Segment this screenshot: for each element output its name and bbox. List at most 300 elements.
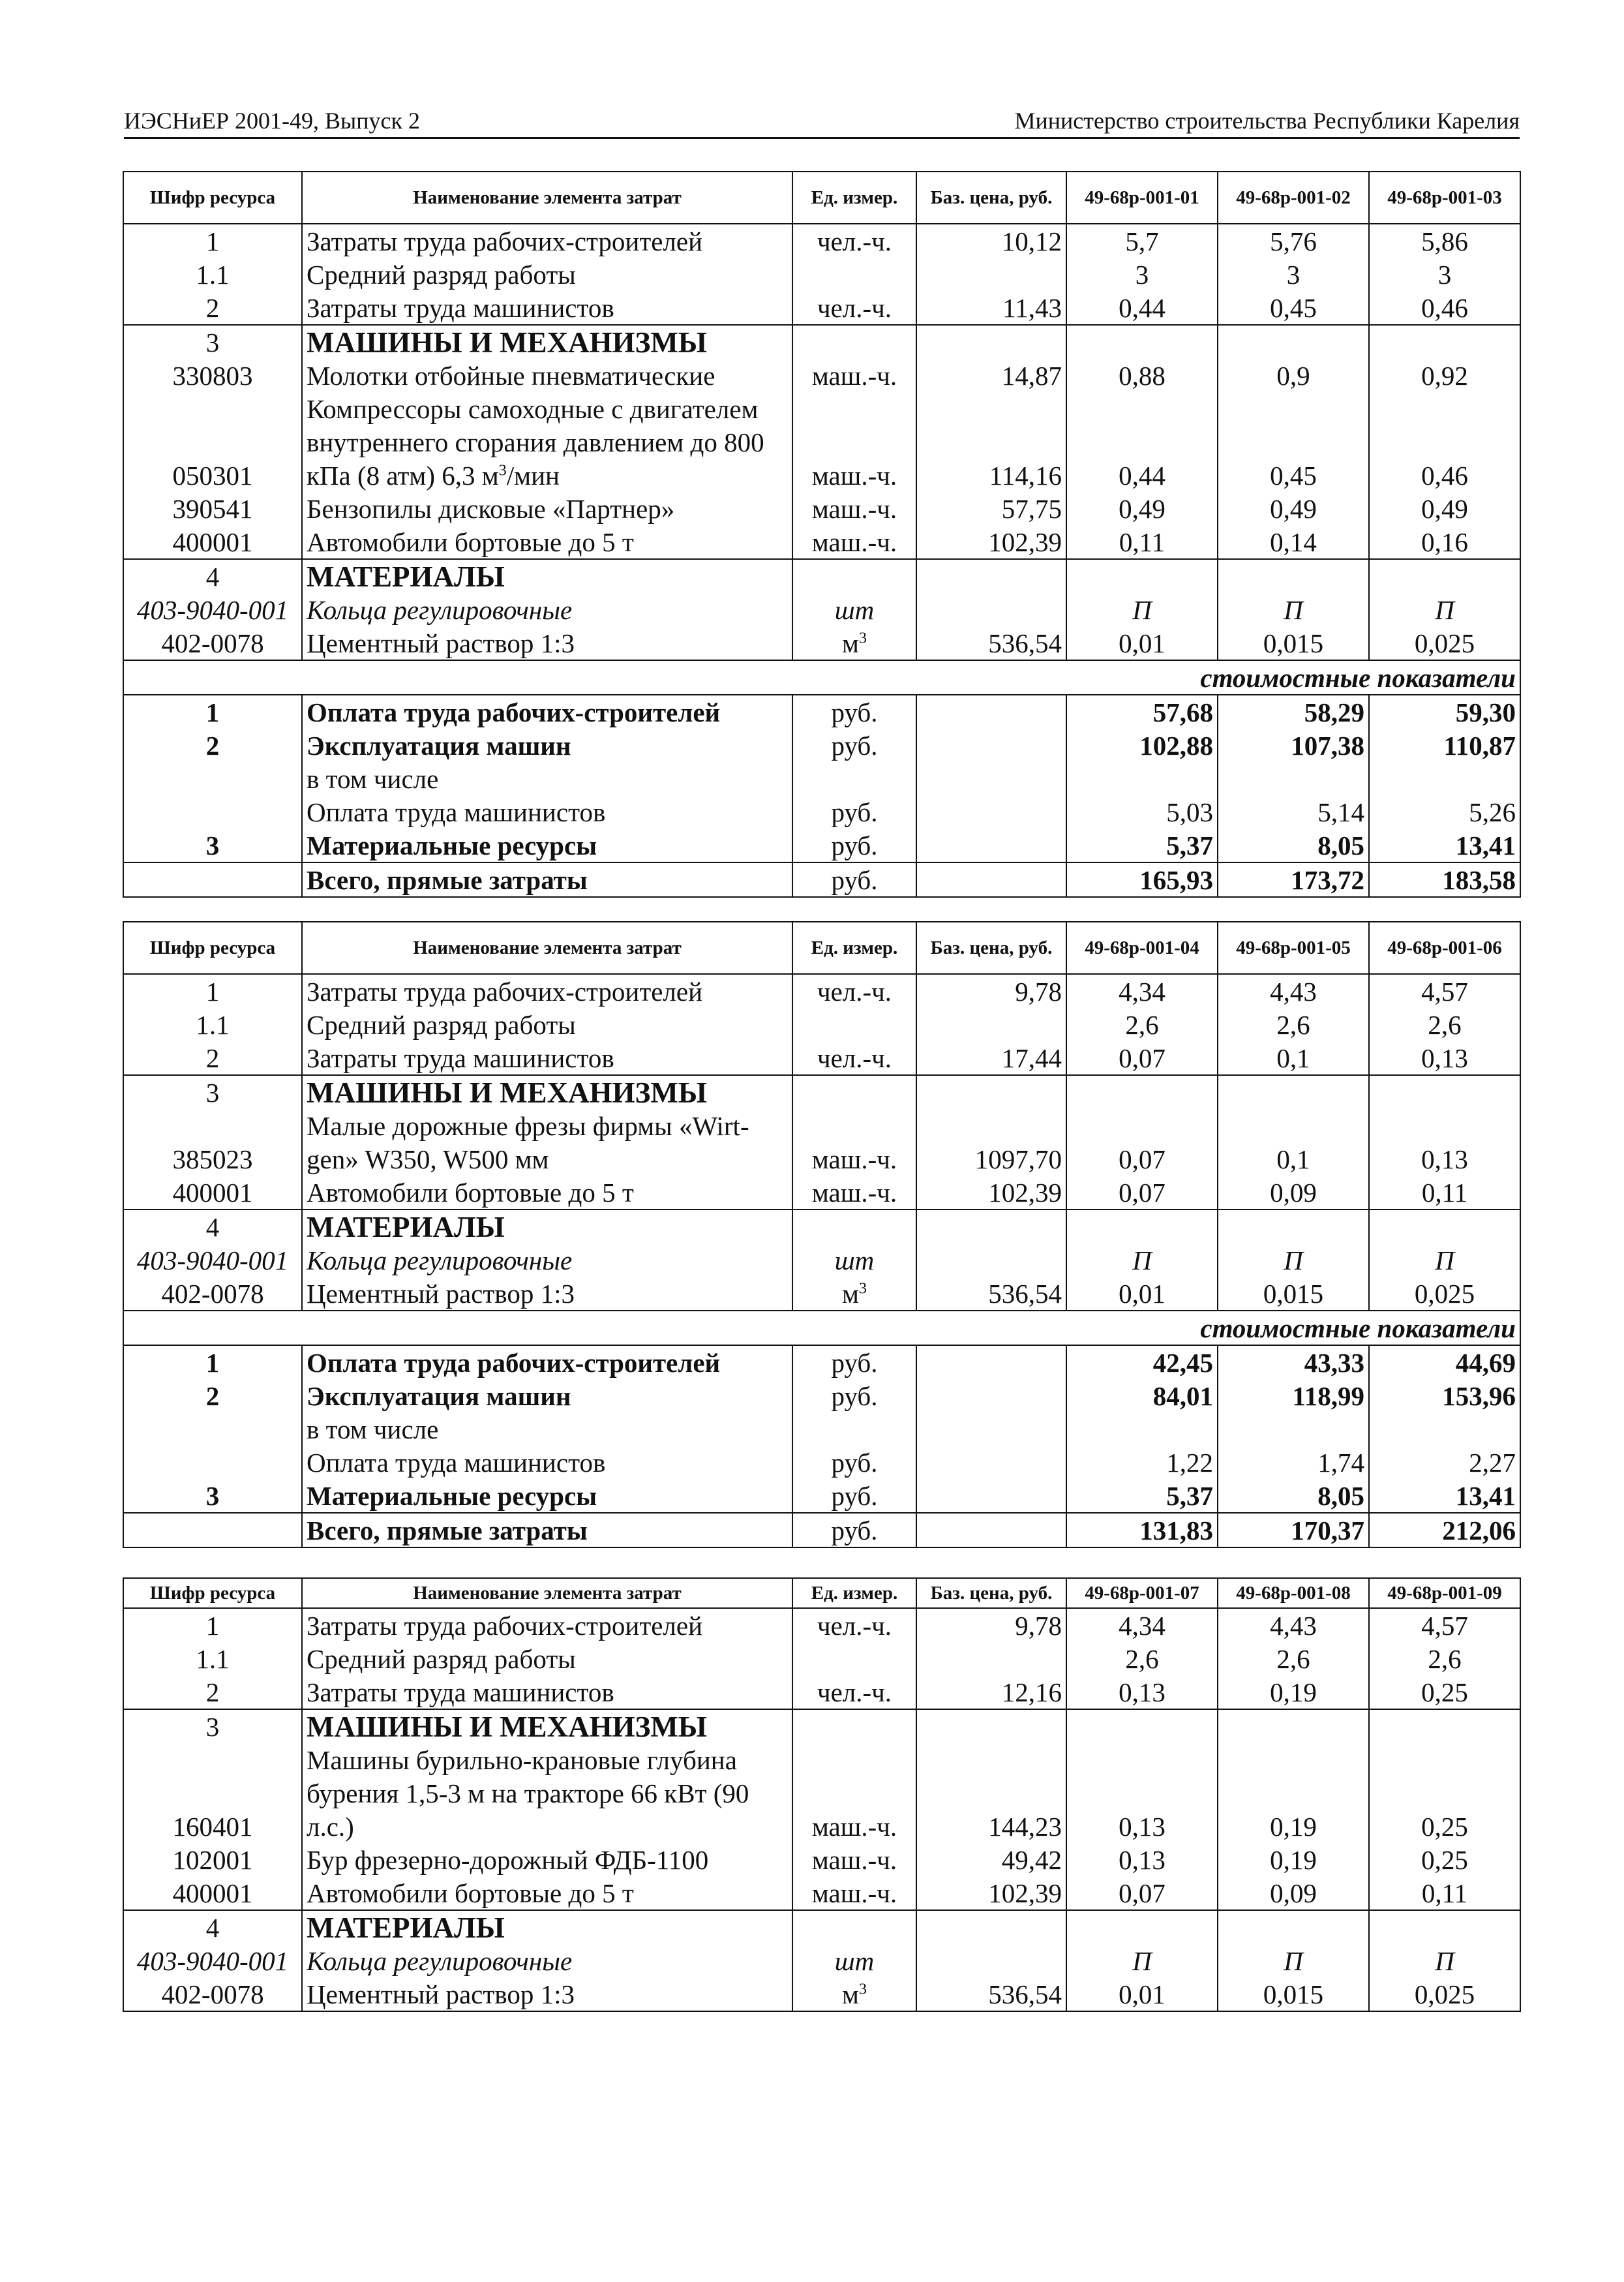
row-value-3: 0,25 bbox=[1369, 1843, 1520, 1876]
section-title: МАШИНЫ И МЕХАНИЗМЫ bbox=[302, 1075, 792, 1109]
row-price bbox=[916, 1944, 1066, 1977]
resource-table-1 bbox=[123, 171, 1521, 898]
row-value-3: 0,46 bbox=[1369, 291, 1520, 325]
row-value-2: 0,19 bbox=[1218, 1675, 1369, 1709]
cost-unit: руб. bbox=[792, 1479, 916, 1513]
row-code: 402-0078 bbox=[123, 1977, 302, 2011]
row-value-1: П bbox=[1066, 1944, 1218, 1977]
row-name: Затраты труда машинистов bbox=[302, 1675, 792, 1709]
cost-value-2: 107,38 bbox=[1218, 729, 1369, 762]
section-title: МАТЕРИАЛЫ bbox=[302, 1910, 792, 1944]
section-row bbox=[123, 325, 1520, 359]
cost-name: Оплата труда рабочих-строителей bbox=[302, 695, 792, 729]
row-value-3: 0,92 bbox=[1369, 359, 1520, 392]
row-value-2: 0,015 bbox=[1218, 1977, 1369, 2011]
header-price: Баз. цена, руб. bbox=[916, 172, 1066, 224]
row-code: 390541 bbox=[123, 492, 302, 525]
header-col-3: 49-68р-001-06 bbox=[1369, 922, 1520, 974]
cost-name: Материальные ресурсы bbox=[302, 1479, 792, 1513]
row-unit bbox=[792, 1642, 916, 1675]
row-unit: чел.-ч. bbox=[792, 291, 916, 325]
row-code: 400001 bbox=[123, 1876, 302, 1910]
header-name: Наименование элемента затрат bbox=[302, 922, 792, 974]
row-value-1: 0,44 bbox=[1066, 459, 1218, 492]
row-value-1: 0,44 bbox=[1066, 291, 1218, 325]
table-row bbox=[123, 392, 1520, 425]
cost-unit: руб. bbox=[792, 795, 916, 829]
row-code: 330803 bbox=[123, 359, 302, 392]
row-value-3: 0,025 bbox=[1369, 1277, 1520, 1311]
cost-code: 2 bbox=[123, 1379, 302, 1412]
row-name: Кольца регулировочные bbox=[302, 1243, 792, 1277]
row-code: 1.1 bbox=[123, 258, 302, 291]
total-value-2: 170,37 bbox=[1218, 1513, 1369, 1547]
total-name: Всего, прямые затраты bbox=[302, 862, 792, 897]
cost-value-3: 44,69 bbox=[1369, 1345, 1520, 1379]
row-value-2: 2,6 bbox=[1218, 1008, 1369, 1041]
row-code: 1.1 bbox=[123, 1642, 302, 1675]
cost-value-3: 2,27 bbox=[1369, 1446, 1520, 1479]
row-code: 403-9040-001 bbox=[123, 1243, 302, 1277]
row-value-3: 4,57 bbox=[1369, 974, 1520, 1008]
row-value-1: 0,13 bbox=[1066, 1843, 1218, 1876]
table-row bbox=[123, 1944, 1520, 1977]
table-row bbox=[123, 1977, 1520, 2011]
row-value-2: 3 bbox=[1218, 258, 1369, 291]
row-value-1: П bbox=[1066, 1243, 1218, 1277]
table-row bbox=[123, 525, 1520, 559]
total-row bbox=[123, 862, 1520, 897]
header-code: Шифр ресурса bbox=[123, 1578, 302, 1608]
cost-section-header bbox=[123, 660, 1520, 695]
row-price: 536,54 bbox=[916, 1977, 1066, 2011]
row-value-1: 2,6 bbox=[1066, 1642, 1218, 1675]
row-price: 57,75 bbox=[916, 492, 1066, 525]
cost-row bbox=[123, 829, 1520, 862]
row-value-2: 0,09 bbox=[1218, 1176, 1369, 1209]
row-unit: $м^3$ bbox=[792, 1977, 916, 2011]
row-value-3: 0,49 bbox=[1369, 492, 1520, 525]
header-col-2: 49-68р-001-05 bbox=[1218, 922, 1369, 974]
cost-row bbox=[123, 1379, 1520, 1412]
row-price: 114,16 bbox=[916, 459, 1066, 492]
section-code: 3 bbox=[123, 1075, 302, 1109]
row-value-1: 0,07 bbox=[1066, 1876, 1218, 1910]
row-unit: шт bbox=[792, 1243, 916, 1277]
table-header bbox=[123, 172, 1520, 224]
row-name: Кольца регулировочные bbox=[302, 593, 792, 626]
row-name: Затраты труда рабочих-строителей bbox=[302, 224, 792, 258]
row-value-1: 0,49 bbox=[1066, 492, 1218, 525]
row-value-1: 0,13 bbox=[1066, 1675, 1218, 1709]
row-price bbox=[916, 593, 1066, 626]
section-row bbox=[123, 1910, 1520, 1944]
total-unit: руб. bbox=[792, 1513, 916, 1547]
cost-row bbox=[123, 695, 1520, 729]
cost-row bbox=[123, 1345, 1520, 1379]
header-price: Баз. цена, руб. bbox=[916, 1578, 1066, 1608]
cost-unit: руб. bbox=[792, 1345, 916, 1379]
row-code: 102001 bbox=[123, 1843, 302, 1876]
cost-value-1: 57,68 bbox=[1066, 695, 1218, 729]
header-col-3: 49-68р-001-09 bbox=[1369, 1578, 1520, 1608]
cost-unit: руб. bbox=[792, 695, 916, 729]
header-name: Наименование элемента затрат bbox=[302, 172, 792, 224]
header-col-1: 49-68р-001-04 bbox=[1066, 922, 1218, 974]
table-row bbox=[123, 593, 1520, 626]
row-code: 400001 bbox=[123, 525, 302, 559]
table-row bbox=[123, 359, 1520, 392]
cost-value-1: 42,45 bbox=[1066, 1345, 1218, 1379]
cost-code: 3 bbox=[123, 1479, 302, 1513]
row-value-2: П bbox=[1218, 593, 1369, 626]
row-unit: маш.-ч. bbox=[792, 1810, 916, 1843]
section-row bbox=[123, 1209, 1520, 1243]
row-price: 12,16 bbox=[916, 1675, 1066, 1709]
row-name-line-2: gen» W350, W500 мм bbox=[302, 1142, 792, 1176]
row-value-2: П bbox=[1218, 1944, 1369, 1977]
row-name: Средний разряд работы bbox=[302, 1008, 792, 1041]
row-price: 11,43 bbox=[916, 291, 1066, 325]
row-name-line-3: л.с.) bbox=[302, 1810, 792, 1843]
cost-value-2: 5,14 bbox=[1218, 795, 1369, 829]
row-price bbox=[916, 1642, 1066, 1675]
row-value-2: П bbox=[1218, 1243, 1369, 1277]
total-unit: руб. bbox=[792, 862, 916, 897]
row-value-3: 2,6 bbox=[1369, 1008, 1520, 1041]
row-value-1: 0,07 bbox=[1066, 1176, 1218, 1209]
table-row-continued bbox=[123, 459, 1520, 492]
cost-unit: руб. bbox=[792, 1446, 916, 1479]
cost-unit: руб. bbox=[792, 729, 916, 762]
row-value-2: 0,09 bbox=[1218, 1876, 1369, 1910]
cost-row bbox=[123, 729, 1520, 762]
total-value-3: 212,06 bbox=[1369, 1513, 1520, 1547]
row-price: 102,39 bbox=[916, 1176, 1066, 1209]
row-unit: $м^3$ bbox=[792, 1277, 916, 1311]
row-name-line-2: внутреннего сгорания давлением до 800 bbox=[302, 425, 792, 459]
row-name: Затраты труда рабочих-строителей bbox=[302, 974, 792, 1008]
cost-value-1: 5,03 bbox=[1066, 795, 1218, 829]
row-value-3: 5,86 bbox=[1369, 224, 1520, 258]
cost-value-3: 59,30 bbox=[1369, 695, 1520, 729]
row-value-2: 0,1 bbox=[1218, 1041, 1369, 1075]
section-code: 4 bbox=[123, 1209, 302, 1243]
header-unit: Ед. измер. bbox=[792, 1578, 916, 1608]
row-value-3: 0,11 bbox=[1369, 1876, 1520, 1910]
header-col-1: 49-68р-001-07 bbox=[1066, 1578, 1218, 1608]
row-value-2: 0,9 bbox=[1218, 359, 1369, 392]
cost-value-2: 43,33 bbox=[1218, 1345, 1369, 1379]
section-row bbox=[123, 1709, 1520, 1743]
row-value-1: 3 bbox=[1066, 258, 1218, 291]
table-row bbox=[123, 492, 1520, 525]
row-value-2: 0,49 bbox=[1218, 492, 1369, 525]
row-value-1: П bbox=[1066, 593, 1218, 626]
cost-name: в том числе bbox=[302, 1412, 792, 1446]
cost-value-3: 13,41 bbox=[1369, 1479, 1520, 1513]
row-value-1: 0,13 bbox=[1066, 1810, 1218, 1843]
row-value-3: 0,11 bbox=[1369, 1176, 1520, 1209]
row-price: 144,23 bbox=[916, 1810, 1066, 1843]
table-row bbox=[123, 1675, 1520, 1709]
cost-section-title: стоимостные показатели bbox=[123, 1311, 1520, 1345]
row-price bbox=[916, 258, 1066, 291]
table-row-continued bbox=[123, 1776, 1520, 1810]
row-code: 2 bbox=[123, 1041, 302, 1075]
cost-value-3: 153,96 bbox=[1369, 1379, 1520, 1412]
row-name: Затраты труда рабочих-строителей bbox=[302, 1608, 792, 1642]
row-value-3: П bbox=[1369, 1944, 1520, 1977]
row-value-3: П bbox=[1369, 1243, 1520, 1277]
row-code: 385023 bbox=[123, 1142, 302, 1176]
cost-value-2: 8,05 bbox=[1218, 1479, 1369, 1513]
row-price: 536,54 bbox=[916, 626, 1066, 660]
row-name: Кольца регулировочные bbox=[302, 1944, 792, 1977]
row-value-3: 0,16 bbox=[1369, 525, 1520, 559]
table-row bbox=[123, 224, 1520, 258]
total-value-1: 165,93 bbox=[1066, 862, 1218, 897]
cost-row bbox=[123, 1479, 1520, 1513]
cost-unit: руб. bbox=[792, 1379, 916, 1412]
total-value-3: 183,58 bbox=[1369, 862, 1520, 897]
header-col-3: 49-68р-001-03 bbox=[1369, 172, 1520, 224]
table-row bbox=[123, 1608, 1520, 1642]
row-value-2: 0,015 bbox=[1218, 1277, 1369, 1311]
row-value-1: 0,88 bbox=[1066, 359, 1218, 392]
row-name: Средний разряд работы bbox=[302, 1642, 792, 1675]
row-code: 1 bbox=[123, 974, 302, 1008]
row-price: 1097,70 bbox=[916, 1142, 1066, 1176]
table-row bbox=[123, 258, 1520, 291]
resource-table-3 bbox=[123, 1577, 1521, 2012]
cost-value-2: 8,05 bbox=[1218, 829, 1369, 862]
row-unit: маш.-ч. bbox=[792, 1176, 916, 1209]
table-row-continued bbox=[123, 425, 1520, 459]
table-row bbox=[123, 1277, 1520, 1311]
row-code: 1 bbox=[123, 224, 302, 258]
row-code: 403-9040-001 bbox=[123, 593, 302, 626]
row-value-2: 4,43 bbox=[1218, 1608, 1369, 1642]
row-unit: чел.-ч. bbox=[792, 974, 916, 1008]
row-value-3: 0,13 bbox=[1369, 1142, 1520, 1176]
table-row-continued bbox=[123, 1142, 1520, 1176]
section-code: 3 bbox=[123, 325, 302, 359]
row-unit bbox=[792, 258, 916, 291]
section-code: 3 bbox=[123, 1709, 302, 1743]
cost-value-3: 13,41 bbox=[1369, 829, 1520, 862]
row-price: 536,54 bbox=[916, 1277, 1066, 1311]
section-title: МАТЕРИАЛЫ bbox=[302, 559, 792, 593]
row-price: 10,12 bbox=[916, 224, 1066, 258]
cost-value-2: 58,29 bbox=[1218, 695, 1369, 729]
cost-code: 1 bbox=[123, 695, 302, 729]
cost-row bbox=[123, 795, 1520, 829]
row-name: Бензопилы дисковые «Партнер» bbox=[302, 492, 792, 525]
row-code: 2 bbox=[123, 1675, 302, 1709]
header-unit: Ед. измер. bbox=[792, 172, 916, 224]
cost-unit: руб. bbox=[792, 829, 916, 862]
cost-name: Оплата труда рабочих-строителей bbox=[302, 1345, 792, 1379]
cost-value-2: 118,99 bbox=[1218, 1379, 1369, 1412]
cost-code: 1 bbox=[123, 1345, 302, 1379]
cost-value-2: 1,74 bbox=[1218, 1446, 1369, 1479]
table-header bbox=[123, 922, 1520, 974]
row-value-1: 4,34 bbox=[1066, 1608, 1218, 1642]
section-title: МАШИНЫ И МЕХАНИЗМЫ bbox=[302, 1709, 792, 1743]
row-name: Молотки отбойные пневматические bbox=[302, 359, 792, 392]
row-name-line-1: Компрессоры самоходные с двигателем bbox=[302, 392, 792, 425]
row-value-1: 5,7 bbox=[1066, 224, 1218, 258]
table-row bbox=[123, 1243, 1520, 1277]
cost-value-1: 5,37 bbox=[1066, 829, 1218, 862]
header-col-2: 49-68р-001-02 bbox=[1218, 172, 1369, 224]
row-price: 9,78 bbox=[916, 974, 1066, 1008]
row-name: Бур фрезерно-дорожный ФДБ-1100 bbox=[302, 1843, 792, 1876]
table-row bbox=[123, 1843, 1520, 1876]
row-name: Автомобили бортовые до 5 т bbox=[302, 1876, 792, 1910]
row-price bbox=[916, 1243, 1066, 1277]
row-unit: маш.-ч. bbox=[792, 525, 916, 559]
row-value-2: 0,45 bbox=[1218, 291, 1369, 325]
table-row bbox=[123, 1008, 1520, 1041]
total-value-1: 131,83 bbox=[1066, 1513, 1218, 1547]
row-value-3: 0,025 bbox=[1369, 626, 1520, 660]
row-value-3: 3 bbox=[1369, 258, 1520, 291]
row-value-3: 0,13 bbox=[1369, 1041, 1520, 1075]
row-name-line-1: Машины бурильно-крановые глубина bbox=[302, 1743, 792, 1776]
row-name: Затраты труда машинистов bbox=[302, 291, 792, 325]
page-header bbox=[124, 104, 1520, 139]
cost-name: Эксплуатация машин bbox=[302, 1379, 792, 1412]
row-value-3: 4,57 bbox=[1369, 1608, 1520, 1642]
row-unit: $м^3$ bbox=[792, 626, 916, 660]
row-name-line-3: кПа (8 атм) 6,3 $м^3$/мин bbox=[302, 459, 792, 492]
row-value-2: 0,14 bbox=[1218, 525, 1369, 559]
row-value-3: 0,46 bbox=[1369, 459, 1520, 492]
cost-name: Оплата труда машинистов bbox=[302, 1446, 792, 1479]
row-price: 102,39 bbox=[916, 1876, 1066, 1910]
row-code: 1 bbox=[123, 1608, 302, 1642]
row-unit: шт bbox=[792, 1944, 916, 1977]
row-name: Цементный раствор 1:3 bbox=[302, 1977, 792, 2011]
cost-code: 2 bbox=[123, 729, 302, 762]
header-price: Баз. цена, руб. bbox=[916, 922, 1066, 974]
row-unit bbox=[792, 1008, 916, 1041]
cost-name: в том числе bbox=[302, 762, 792, 795]
row-price: 102,39 bbox=[916, 525, 1066, 559]
cost-name: Оплата труда машинистов bbox=[302, 795, 792, 829]
row-value-1: 0,01 bbox=[1066, 1977, 1218, 2011]
table-row bbox=[123, 1041, 1520, 1075]
cost-value-3: 110,87 bbox=[1369, 729, 1520, 762]
row-unit: маш.-ч. bbox=[792, 359, 916, 392]
table-row bbox=[123, 291, 1520, 325]
section-row bbox=[123, 1075, 1520, 1109]
row-value-1: 2,6 bbox=[1066, 1008, 1218, 1041]
row-value-1: 0,11 bbox=[1066, 525, 1218, 559]
row-price: 14,87 bbox=[916, 359, 1066, 392]
table-row bbox=[123, 1109, 1520, 1142]
row-name: Затраты труда машинистов bbox=[302, 1041, 792, 1075]
row-value-1: 0,01 bbox=[1066, 1277, 1218, 1311]
row-name-line-1: Малые дорожные фрезы фирмы «Wirt- bbox=[302, 1109, 792, 1142]
row-name-line-2: бурения 1,5-3 м на тракторе 66 кВт (90 bbox=[302, 1776, 792, 1810]
row-price: 49,42 bbox=[916, 1843, 1066, 1876]
row-value-2: 5,76 bbox=[1218, 224, 1369, 258]
cost-row bbox=[123, 1412, 1520, 1446]
row-name: Цементный раствор 1:3 bbox=[302, 626, 792, 660]
row-code: 050301 bbox=[123, 459, 302, 492]
row-unit: маш.-ч. bbox=[792, 459, 916, 492]
row-unit: чел.-ч. bbox=[792, 224, 916, 258]
header-col-2: 49-68р-001-08 bbox=[1218, 1578, 1369, 1608]
section-code: 4 bbox=[123, 559, 302, 593]
cost-value-1: 5,37 bbox=[1066, 1479, 1218, 1513]
header-code: Шифр ресурса bbox=[123, 172, 302, 224]
cost-code: 3 bbox=[123, 829, 302, 862]
cost-value-1: 84,01 bbox=[1066, 1379, 1218, 1412]
cost-value-3: 5,26 bbox=[1369, 795, 1520, 829]
row-unit: маш.-ч. bbox=[792, 1142, 916, 1176]
table-row bbox=[123, 1642, 1520, 1675]
row-unit: чел.-ч. bbox=[792, 1041, 916, 1075]
row-code: 160401 bbox=[123, 1810, 302, 1843]
row-value-1: 0,07 bbox=[1066, 1041, 1218, 1075]
row-value-2: 2,6 bbox=[1218, 1642, 1369, 1675]
row-name: Средний разряд работы bbox=[302, 258, 792, 291]
cost-row bbox=[123, 762, 1520, 795]
row-code: 2 bbox=[123, 291, 302, 325]
row-value-3: 0,025 bbox=[1369, 1977, 1520, 2011]
table-row bbox=[123, 1176, 1520, 1209]
row-value-1: 0,07 bbox=[1066, 1142, 1218, 1176]
row-value-1: 4,34 bbox=[1066, 974, 1218, 1008]
row-code: 1.1 bbox=[123, 1008, 302, 1041]
document-code: ИЭСНиЕР 2001-49, Выпуск 2 bbox=[124, 108, 420, 134]
header-name: Наименование элемента затрат bbox=[302, 1578, 792, 1608]
row-price: 17,44 bbox=[916, 1041, 1066, 1075]
total-value-2: 173,72 bbox=[1218, 862, 1369, 897]
cost-value-1: 102,88 bbox=[1066, 729, 1218, 762]
row-code: 402-0078 bbox=[123, 626, 302, 660]
row-unit: чел.-ч. bbox=[792, 1608, 916, 1642]
ministry-name: Министерство строительства Республики Карелия bbox=[1014, 108, 1520, 134]
cost-section-header bbox=[123, 1311, 1520, 1345]
row-name: Цементный раствор 1:3 bbox=[302, 1277, 792, 1311]
section-title: МАШИНЫ И МЕХАНИЗМЫ bbox=[302, 325, 792, 359]
row-value-3: П bbox=[1369, 593, 1520, 626]
row-unit: маш.-ч. bbox=[792, 1843, 916, 1876]
row-value-2: 0,19 bbox=[1218, 1843, 1369, 1876]
table-header bbox=[123, 1578, 1520, 1608]
table-row bbox=[123, 1743, 1520, 1776]
header-col-1: 49-68р-001-01 bbox=[1066, 172, 1218, 224]
row-value-3: 2,6 bbox=[1369, 1642, 1520, 1675]
row-name: Автомобили бортовые до 5 т bbox=[302, 1176, 792, 1209]
row-unit: чел.-ч. bbox=[792, 1675, 916, 1709]
header-unit: Ед. измер. bbox=[792, 922, 916, 974]
cost-value-1: 1,22 bbox=[1066, 1446, 1218, 1479]
row-unit: шт bbox=[792, 593, 916, 626]
row-value-2: 0,45 bbox=[1218, 459, 1369, 492]
total-row bbox=[123, 1513, 1520, 1547]
row-value-2: 4,43 bbox=[1218, 974, 1369, 1008]
section-code: 4 bbox=[123, 1910, 302, 1944]
row-unit: маш.-ч. bbox=[792, 492, 916, 525]
row-value-2: 0,19 bbox=[1218, 1810, 1369, 1843]
row-value-2: 0,015 bbox=[1218, 626, 1369, 660]
